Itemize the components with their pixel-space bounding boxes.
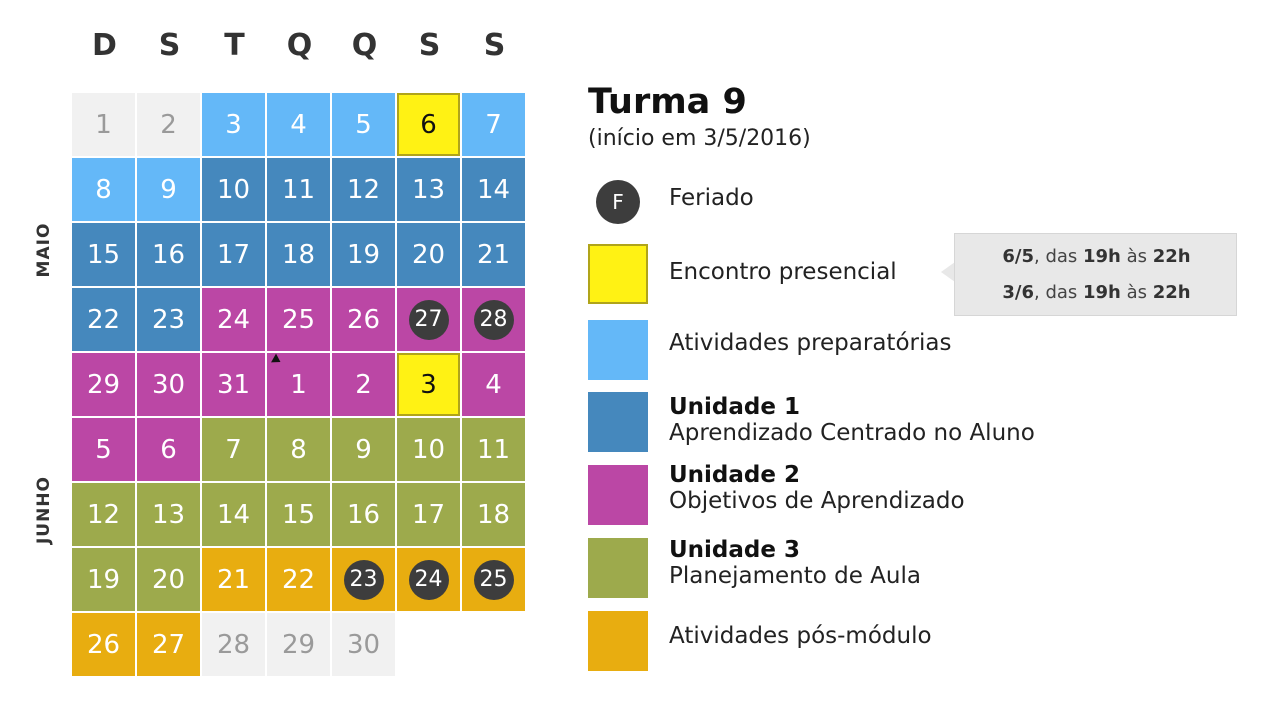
callout-text-1a: , das bbox=[1034, 246, 1083, 267]
calendar-day-cell: 31 bbox=[202, 353, 265, 416]
calendar-day-cell: 28 bbox=[202, 613, 265, 676]
callout-text-1b: às bbox=[1120, 246, 1153, 267]
calendar-day-cell bbox=[397, 548, 460, 611]
calendar-day-cell: 26 bbox=[72, 613, 135, 676]
calendar-day-cell: 14 bbox=[462, 158, 525, 221]
legend-swatch-pos bbox=[588, 611, 648, 671]
calendar-grid bbox=[72, 93, 527, 677]
calendar-day-cell: 6 bbox=[397, 93, 460, 156]
calendar-day-cell: 14 bbox=[202, 483, 265, 546]
legend-unit1-desc: Aprendizado Centrado no Aluno bbox=[669, 420, 1035, 446]
calendar-day-cell: 27 bbox=[137, 613, 200, 676]
weekday-tuesday: T bbox=[224, 28, 245, 63]
calendar-day-cell: 3 bbox=[397, 353, 460, 416]
calendar-day-cell: 9 bbox=[332, 418, 395, 481]
calendar-day-cell: 30 bbox=[332, 613, 395, 676]
month-label-june: JUNHO bbox=[34, 475, 54, 545]
calendar-day-cell bbox=[332, 548, 395, 611]
calendar-day-cell: 19 bbox=[332, 223, 395, 286]
legend-unit1 bbox=[669, 394, 1035, 446]
calendar-day-cell: 18 bbox=[267, 223, 330, 286]
holiday-marker: 28 bbox=[474, 300, 514, 340]
calendar-day-cell: 16 bbox=[332, 483, 395, 546]
calendar-day-cell: 4 bbox=[267, 93, 330, 156]
calendar-day-cell: 25 bbox=[267, 288, 330, 351]
calendar-day-cell: 16 bbox=[137, 223, 200, 286]
calendar-day-cell: 17 bbox=[202, 223, 265, 286]
legend-pos-label: Atividades pós-módulo bbox=[669, 623, 932, 649]
calendar-day-cell bbox=[397, 288, 460, 351]
callout-date-2: 3/6 bbox=[1002, 282, 1034, 303]
callout-arrow bbox=[941, 262, 955, 282]
calendar-day-cell: 24 bbox=[202, 288, 265, 351]
calendar-day-cell: 11 bbox=[462, 418, 525, 481]
calendar-day-cell: 18 bbox=[462, 483, 525, 546]
calendar-day-cell: 5 bbox=[332, 93, 395, 156]
calendar-day-cell: 7 bbox=[462, 93, 525, 156]
calendar-day-cell: 1 bbox=[267, 353, 330, 416]
callout-to-1: 22h bbox=[1152, 246, 1191, 267]
holiday-marker: 25 bbox=[474, 560, 514, 600]
weekday-monday: S bbox=[158, 28, 181, 63]
calendar-day-cell bbox=[462, 548, 525, 611]
calendar-day-cell: 20 bbox=[397, 223, 460, 286]
calendar-day-cell: 10 bbox=[202, 158, 265, 221]
legend-unit3 bbox=[669, 537, 921, 589]
callout-date-1: 6/5 bbox=[1002, 246, 1034, 267]
month-label-may: MAIO bbox=[34, 222, 54, 278]
calendar-day-cell: 12 bbox=[72, 483, 135, 546]
legend-prep-label: Atividades preparatórias bbox=[669, 330, 952, 356]
calendar-day-cell: 23 bbox=[137, 288, 200, 351]
callout-to-2: 22h bbox=[1152, 282, 1191, 303]
holiday-marker: 24 bbox=[409, 560, 449, 600]
calendar-day-cell: 20 bbox=[137, 548, 200, 611]
legend-swatch-unit1 bbox=[588, 392, 648, 452]
calendar-day-cell: 29 bbox=[72, 353, 135, 416]
weekday-header bbox=[72, 28, 527, 72]
legend-holiday-label: Feriado bbox=[669, 185, 754, 211]
calendar-day-cell bbox=[462, 288, 525, 351]
class-title: Turma 9 bbox=[588, 82, 747, 122]
calendar-day-cell: 4 bbox=[462, 353, 525, 416]
calendar-day-cell: 29 bbox=[267, 613, 330, 676]
holiday-legend-marker: F bbox=[596, 180, 640, 224]
legend-swatch-unit2 bbox=[588, 465, 648, 525]
legend-swatch-unit3 bbox=[588, 538, 648, 598]
calendar-day-cell: 22 bbox=[267, 548, 330, 611]
calendar-day-cell: 5 bbox=[72, 418, 135, 481]
legend-unit1-title: Unidade 1 bbox=[669, 394, 800, 420]
class-start-date: (início em 3/5/2016) bbox=[588, 126, 811, 151]
weekday-wednesday: Q bbox=[286, 28, 313, 63]
callout-line-1 bbox=[955, 246, 1238, 267]
calendar-day-cell: 10 bbox=[397, 418, 460, 481]
callout-line-2 bbox=[955, 282, 1238, 303]
weekday-thursday: Q bbox=[351, 28, 378, 63]
calendar-day-cell: 1 bbox=[72, 93, 135, 156]
calendar-day-cell: 13 bbox=[137, 483, 200, 546]
calendar-day-cell: 2 bbox=[137, 93, 200, 156]
calendar-day-cell: 15 bbox=[267, 483, 330, 546]
calendar-day-cell: 30 bbox=[137, 353, 200, 416]
weekday-saturday: S bbox=[483, 28, 506, 63]
legend-swatch-meeting bbox=[588, 244, 648, 304]
legend-unit3-desc: Planejamento de Aula bbox=[669, 563, 921, 589]
weekday-friday: S bbox=[418, 28, 441, 63]
calendar-day-cell: 26 bbox=[332, 288, 395, 351]
calendar-day-cell: 11 bbox=[267, 158, 330, 221]
callout-text-2a: , das bbox=[1034, 282, 1083, 303]
calendar-day-cell: 8 bbox=[267, 418, 330, 481]
callout-text-2b: às bbox=[1120, 282, 1153, 303]
calendar-day-cell: 22 bbox=[72, 288, 135, 351]
calendar-day-cell: 12 bbox=[332, 158, 395, 221]
legend-meeting-label: Encontro presencial bbox=[669, 259, 897, 285]
calendar-day-cell: 17 bbox=[397, 483, 460, 546]
holiday-marker: 23 bbox=[344, 560, 384, 600]
calendar-day-cell: 9 bbox=[137, 158, 200, 221]
calendar-day-cell: 7 bbox=[202, 418, 265, 481]
legend-unit2 bbox=[669, 462, 965, 514]
meeting-dates-callout bbox=[954, 233, 1237, 316]
calendar-day-cell: 6 bbox=[137, 418, 200, 481]
holiday-marker: 27 bbox=[409, 300, 449, 340]
legend-unit2-title: Unidade 2 bbox=[669, 462, 800, 488]
calendar-day-cell: 19 bbox=[72, 548, 135, 611]
calendar-day-cell: 21 bbox=[202, 548, 265, 611]
calendar-day-cell: 8 bbox=[72, 158, 135, 221]
callout-from-2: 19h bbox=[1083, 282, 1121, 303]
legend-swatch-prep bbox=[588, 320, 648, 380]
legend-unit3-title: Unidade 3 bbox=[669, 537, 800, 563]
calendar-day-cell: 2 bbox=[332, 353, 395, 416]
callout-from-1: 19h bbox=[1083, 246, 1121, 267]
weekday-sunday: D bbox=[92, 28, 117, 63]
calendar-day-cell: 3 bbox=[202, 93, 265, 156]
calendar-day-cell: 15 bbox=[72, 223, 135, 286]
calendar-day-cell: 21 bbox=[462, 223, 525, 286]
legend-unit2-desc: Objetivos de Aprendizado bbox=[669, 488, 965, 514]
calendar-day-cell: 13 bbox=[397, 158, 460, 221]
